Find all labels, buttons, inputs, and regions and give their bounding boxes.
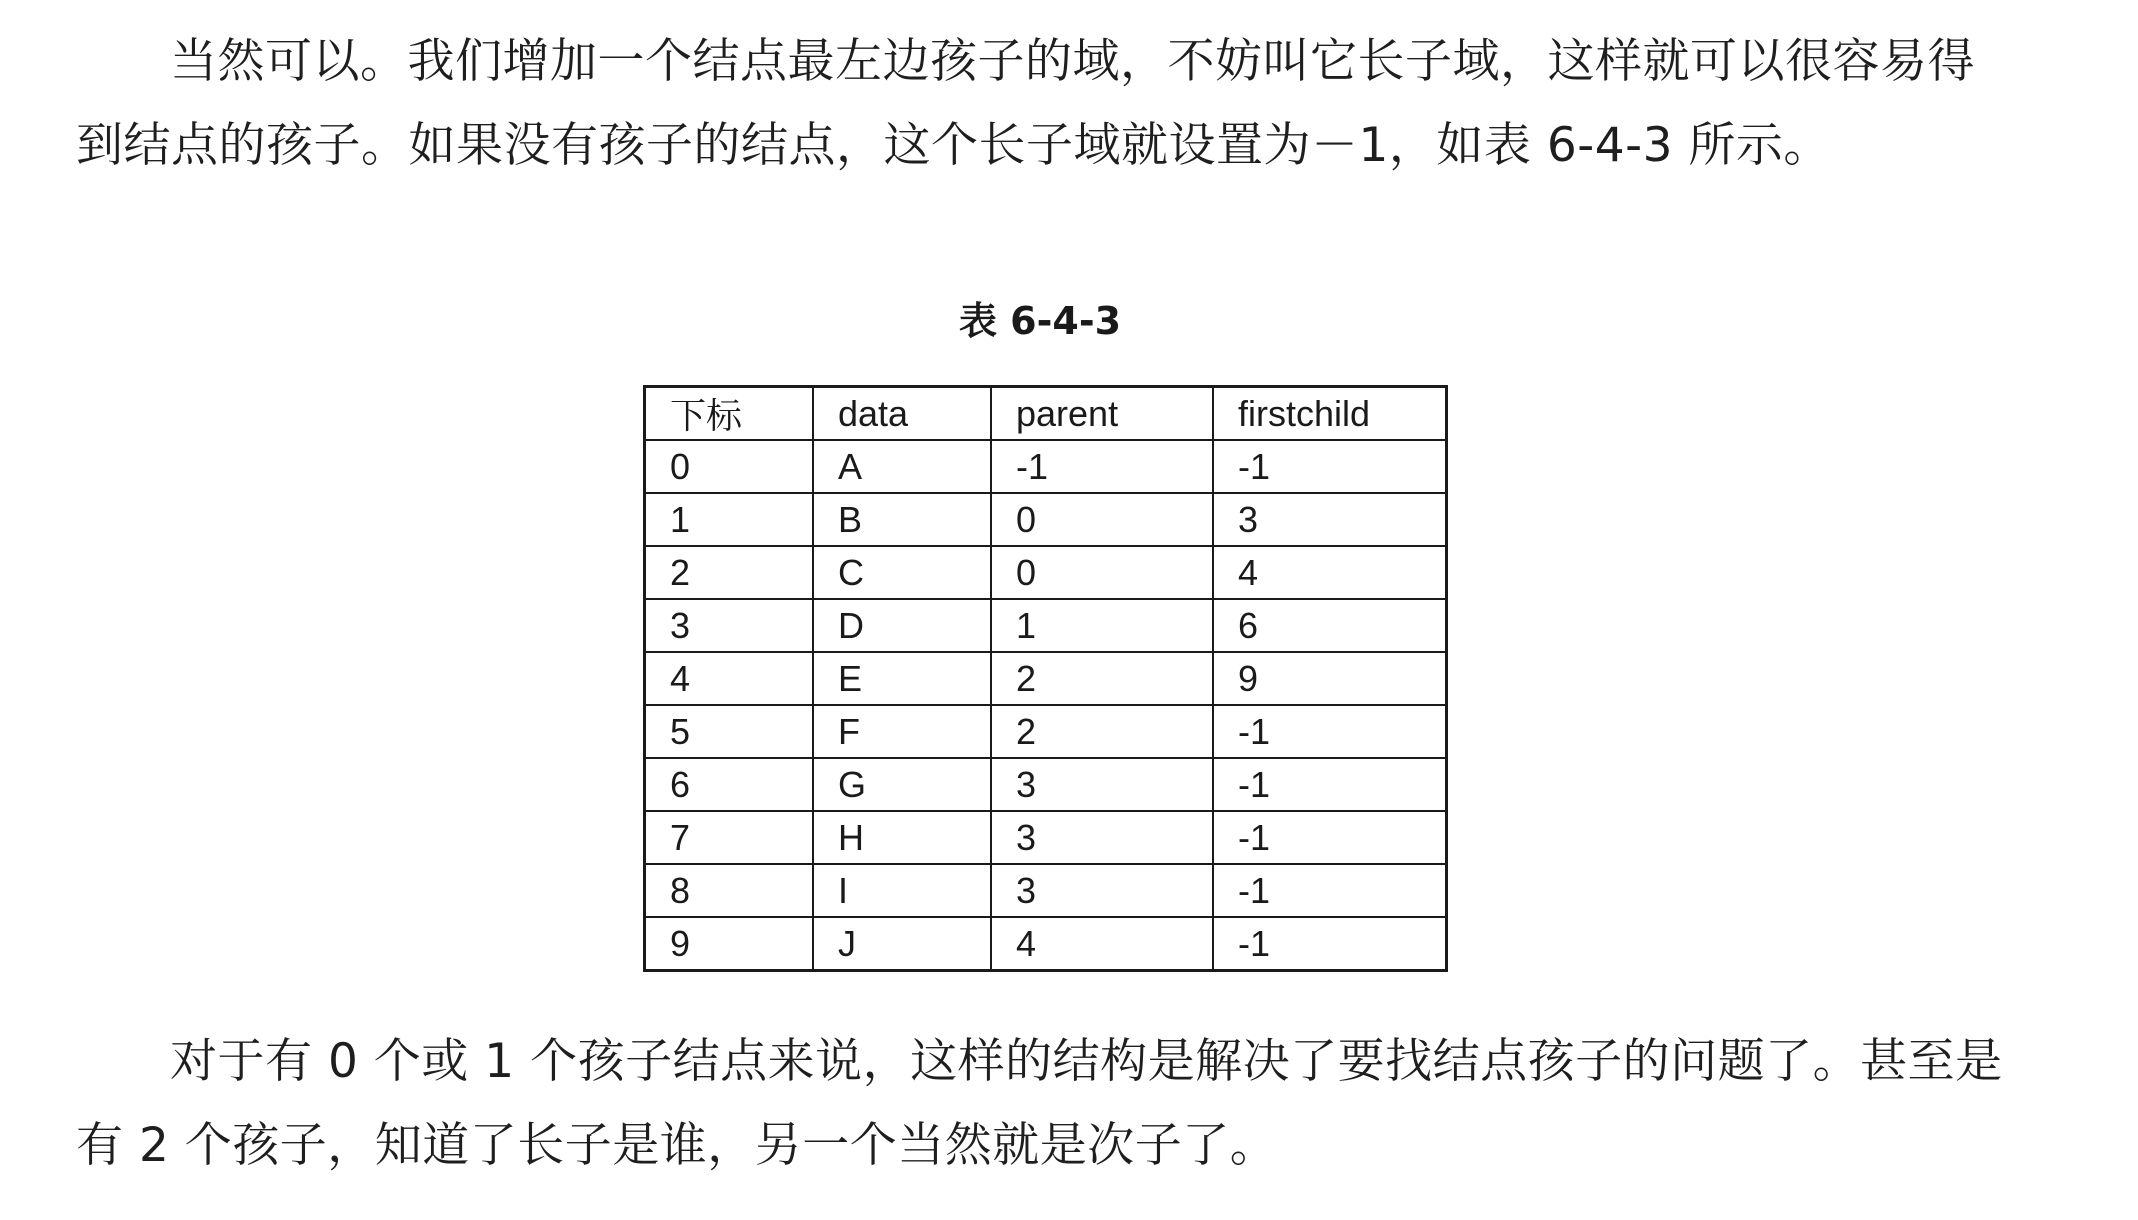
- cell-firstchild: -1: [1213, 811, 1447, 864]
- table-row: [645, 758, 1447, 811]
- table-body: [645, 440, 1447, 971]
- cell-parent: 2: [991, 652, 1213, 705]
- table-row: [645, 493, 1447, 546]
- cell-firstchild: 9: [1213, 652, 1447, 705]
- cell-index: 1: [645, 493, 814, 546]
- cell-firstchild: -1: [1213, 864, 1447, 917]
- table-row: [645, 546, 1447, 599]
- table-row: [645, 864, 1447, 917]
- cell-firstchild: 6: [1213, 599, 1447, 652]
- cell-parent: 0: [991, 493, 1213, 546]
- cell-parent: 3: [991, 758, 1213, 811]
- column-header-index: 下标: [645, 387, 814, 441]
- cell-parent: 2: [991, 705, 1213, 758]
- cell-parent: -1: [991, 440, 1213, 493]
- cell-parent: 3: [991, 864, 1213, 917]
- cell-data: A: [813, 440, 991, 493]
- cell-firstchild: -1: [1213, 440, 1447, 493]
- table-row: [645, 652, 1447, 705]
- cell-firstchild: -1: [1213, 705, 1447, 758]
- cell-index: 8: [645, 864, 814, 917]
- cell-parent: 3: [991, 811, 1213, 864]
- conclusion-paragraph: 对于有 0 个或 1 个孩子结点来说，这样的结构是解决了要找结点孩子的问题了。甚至是有 2 个孩子，知道了长子是谁，另一个当然就是次子了。: [76, 1034, 2003, 1173]
- cell-firstchild: 4: [1213, 546, 1447, 599]
- cell-firstchild: -1: [1213, 917, 1447, 971]
- cell-parent: 4: [991, 917, 1213, 971]
- cell-data: J: [813, 917, 991, 971]
- table-row: [645, 811, 1447, 864]
- table-caption: 表 6-4-3: [958, 299, 1122, 343]
- column-header-firstchild: firstchild: [1213, 387, 1447, 441]
- cell-index: 9: [645, 917, 814, 971]
- cell-parent: 1: [991, 599, 1213, 652]
- cell-index: 2: [645, 546, 814, 599]
- cell-index: 6: [645, 758, 814, 811]
- table-header-row: [645, 387, 1447, 441]
- tree-storage-table: [643, 385, 1448, 972]
- cell-data: G: [813, 758, 991, 811]
- cell-index: 5: [645, 705, 814, 758]
- cell-index: 4: [645, 652, 814, 705]
- cell-data: D: [813, 599, 991, 652]
- cell-firstchild: -1: [1213, 758, 1447, 811]
- table-row: [645, 599, 1447, 652]
- cell-index: 7: [645, 811, 814, 864]
- table-row: [645, 440, 1447, 493]
- column-header-parent: parent: [991, 387, 1213, 441]
- table-row: [645, 917, 1447, 971]
- cell-data: B: [813, 493, 991, 546]
- cell-firstchild: 3: [1213, 493, 1447, 546]
- cell-parent: 0: [991, 546, 1213, 599]
- cell-data: I: [813, 864, 991, 917]
- cell-index: 3: [645, 599, 814, 652]
- cell-data: F: [813, 705, 991, 758]
- cell-index: 0: [645, 440, 814, 493]
- cell-data: E: [813, 652, 991, 705]
- intro-paragraph: 当然可以。我们增加一个结点最左边孩子的域，不妨叫它长子域，这样就可以很容易得到结点的孩子。如果没有孩子的结点，这个长子域就设置为－1，如表 6-4-3 所示。: [76, 34, 1975, 173]
- cell-data: H: [813, 811, 991, 864]
- column-header-data: data: [813, 387, 991, 441]
- table-row: [645, 705, 1447, 758]
- cell-data: C: [813, 546, 991, 599]
